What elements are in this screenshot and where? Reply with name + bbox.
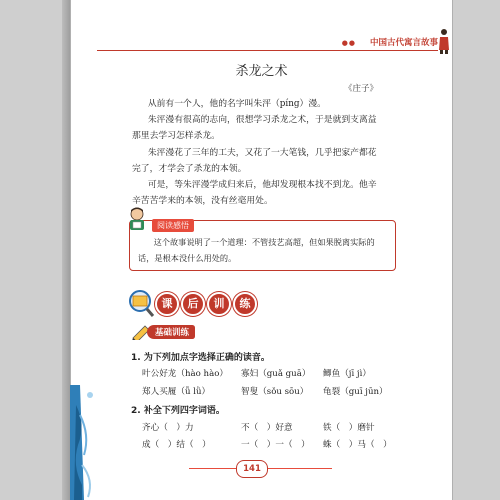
- header-rule: [97, 50, 438, 51]
- story-paragraph: 可是，等朱泙漫学成归来后，他却发现根本找不到龙。他辛辛苦苦学来的本领，没有丝毫用处。: [132, 180, 377, 207]
- q1-item: 寡妇（guǎ guā）: [241, 369, 311, 379]
- q1-item: 鲫鱼（jī jì）: [323, 369, 371, 379]
- q2-item: 铁（ ）磨针: [323, 423, 375, 433]
- insight-label: 阅读感悟: [152, 219, 194, 232]
- header-figure-icon: [436, 28, 450, 54]
- question-2-prompt: 2. 补全下列四字词语。: [131, 406, 225, 416]
- story-source: 《庄子》: [343, 84, 378, 94]
- q2-item: 蛛（ ）马（ ）: [323, 440, 392, 450]
- q1-item: 智叟（sǒu sōu）: [241, 387, 309, 397]
- running-header: [71, 30, 452, 52]
- basic-training-label: [131, 324, 221, 340]
- reading-insight-box: [129, 220, 396, 271]
- header-title: 中国古代寓言故事: [369, 38, 438, 48]
- question-1-prompt: 1. 为下列加点字选择正确的读音。: [131, 353, 270, 363]
- spine-decoration-art: [70, 385, 104, 500]
- banner-char: 练: [233, 292, 257, 316]
- magnifier-icon: [125, 288, 155, 318]
- story-paragraph: 朱泙漫花了三年的工夫，又花了一大笔钱，几乎把家产都花完了，才学会了杀龙的本领。: [132, 147, 377, 174]
- header-dots: ●●: [341, 39, 356, 47]
- q1-item: 郑人买履（ǚ lǜ）: [142, 387, 211, 397]
- story-title: 杀龙之术: [235, 64, 288, 79]
- q2-item: 齐心（ ）力: [142, 423, 194, 433]
- basic-training-text: 基础训练: [147, 325, 195, 339]
- q1-item: 龟裂（guī jūn）: [323, 387, 388, 397]
- reading-child-icon: [126, 207, 148, 233]
- banner-char: 后: [181, 292, 205, 316]
- story-paragraph: 朱泙漫有很高的志向，很想学习杀龙之术，于是就到支离益那里去学习怎样杀龙。: [132, 115, 377, 142]
- banner-char: 训: [207, 292, 231, 316]
- page-fold-shadow: [62, 0, 70, 500]
- story-body: [132, 96, 382, 209]
- q2-item: 不（ ）好意: [241, 423, 293, 433]
- q2-item: 成（ ）结（ ）: [142, 440, 211, 450]
- page-number: 141: [236, 460, 268, 478]
- q2-item: 一（ ）一（ ）: [241, 440, 310, 450]
- q1-item: 叶公好龙（hào hào）: [142, 369, 228, 379]
- after-class-practice-banner: [125, 288, 265, 318]
- insight-text: 这个故事说明了一个道理：不管技艺高超，但如果脱离实际的话，是根本没什么用处的。: [138, 237, 375, 263]
- story-paragraph: 从前有一个人，他的名字叫朱泙（píng）漫。: [147, 99, 326, 109]
- book-page: [70, 0, 453, 500]
- banner-char: 课: [155, 292, 179, 316]
